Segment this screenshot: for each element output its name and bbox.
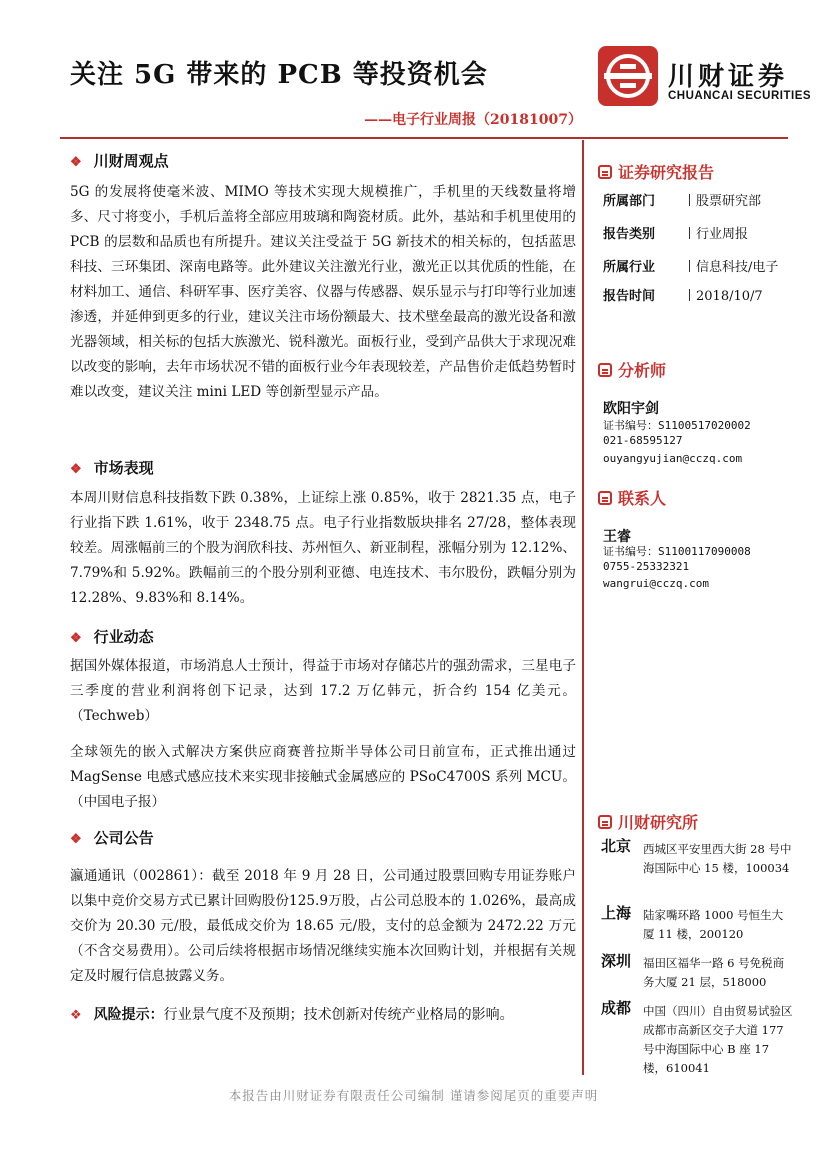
info-row-category: 报告类别 行业周报 (603, 227, 749, 242)
risk-note: ❖ 风险提示：行业景气度不及预期；技术创新对传统产业格局的影响。 (70, 1007, 514, 1023)
info-row-department: 所属部门 股票研究部 (603, 194, 762, 209)
office-city-beijing: 北京 (601, 837, 632, 855)
contact-email[interactable]: wangrui@cczq.com (603, 577, 709, 590)
office-address-beijing: 西城区平安里西大街 28 号中海国际中心 15 楼，100034 (643, 842, 792, 875)
industry-paragraph-2: 全球领先的嵌入式解决方案供应商赛普拉斯半导体公司日前宣布，正式推出通过 MagSense 电感式感应技术来实现非接触式金属感应的 PSoC4700S 系列 MCU。（中国电子报） (70, 744, 576, 810)
office-city-shenzhen: 深圳 (601, 952, 632, 970)
office-address-chengdu: 中国（四川）自由贸易试验区成都市高新区交子大道 177 号中海国际中心 B 座 17 楼，610041 (643, 1004, 793, 1075)
brand-name-en: CHUANCAI SECURITIES (668, 90, 812, 102)
contact-cert: 证书编号：S1100117090008 (603, 545, 751, 558)
diamond-bullet-icon: ❖ (70, 155, 82, 170)
info-row-industry: 所属行业 信息科技/电子 (603, 260, 779, 275)
office-city-chengdu: 成都 (601, 999, 632, 1017)
contact-heading: 联系人 (598, 486, 666, 509)
analyst-phone: 021-68595127 (603, 434, 683, 447)
section-heading-industry: ❖ 行业动态 (70, 628, 154, 646)
chuancai-logo-icon (598, 46, 658, 106)
contact-phone: 0755-25332321 (603, 560, 690, 573)
institute-heading: 川财研究所 (598, 810, 698, 833)
section-heading-view: ❖ 川财周观点 (70, 152, 169, 170)
footer-disclaimer: 本报告由川财证券有限责任公司编制 谨请参阅尾页的重要声明 (228, 1088, 599, 1103)
page-title: 关注 5G 带来的 PCB 等投资机会 (70, 60, 488, 90)
section-heading-market: ❖ 市场表现 (70, 459, 154, 477)
office-address-shanghai: 陆家嘴环路 1000 号恒生大厦 11 楼，200120 (643, 908, 784, 941)
market-paragraph: 本周川财信息科技指数下跌 0.38%，上证综上涨 0.85%，收于 2821.35 点，电子行业指下跌 1.61%，收于 2348.75 点。电子行业指数版块排名 27/28，整体表现较差。周涨幅前三的个股为润欣科技、苏州恒久、新亚制程，涨幅分别为 12.12%、7.79%和 5.92%。跌幅前三的个股分别利亚德、电连技术、韦尔股份，跌幅分别为 12.28%、9.83%和 8.14%。 (70, 490, 576, 606)
report-heading: 证券研究报告 (598, 160, 714, 183)
analyst-heading: 分析师 (598, 358, 666, 381)
office-address-shenzhen: 福田区福华一路 6 号免税商务大厦 21 层，518000 (643, 956, 785, 989)
brand-name-cn: 川财证券 (668, 62, 789, 92)
diamond-bullet-icon: ❖ (70, 631, 82, 646)
section-heading-company: ❖ 公司公告 (70, 829, 154, 847)
contact-name: 王睿 (603, 529, 631, 545)
document-icon (598, 165, 612, 179)
sidebar-divider (582, 140, 584, 1075)
analyst-name: 欧阳宇剑 (603, 401, 659, 417)
diamond-bullet-icon: ❖ (70, 462, 82, 477)
document-icon (598, 363, 612, 377)
diamond-bullet-icon: ❖ (70, 1008, 82, 1023)
document-icon (598, 491, 612, 505)
header-divider (60, 137, 788, 139)
diamond-bullet-icon: ❖ (70, 832, 82, 847)
office-city-shanghai: 上海 (601, 904, 632, 922)
industry-paragraph-1: 据国外媒体报道，市场消息人士预计，得益于市场对存储芯片的强劲需求，三星电子三季度的营业利润将创下记录，达到 17.2 万亿韩元，折合约 154 亿美元。（Techweb） (70, 658, 576, 724)
view-paragraph: 5G 的发展将使毫米波、MIMO 等技术实现大规模推广，手机里的天线数量将增多、尺寸将变小，手机后盖将全部应用玻璃和陶瓷材质。此外，基站和手机里使用的 PCB 的层数和品质也有所提升。建议关注受益于 5G 新技术的相关标的，包括蓝思科技、三环集团、深南电路等。此外建议关注激光行业，激光正以其优质的性能，在材料加工、通信、科研军事、医疗美容、仪器与传感器、娱乐显示与打印等行业加速渗透，并延伸到更多的行业，建议关注市场份额最大、技术壁垒最高的激光设备和激光器领域，相关标的包括大族激光、锐科激光。面板行业，受到产品供大于求现况难以改变的影响，去年市场状况不错的面板行业今年表现较差，产品售价走低趋势暂时难以改变，建议关注 mini LED 等创新型显示产品。 (70, 184, 576, 400)
report-subtitle: ——电子行业周报（20181007） (364, 112, 582, 128)
analyst-cert: 证书编号：S1100517020002 (603, 419, 751, 432)
company-paragraph: 瀛通通讯（002861）：截至 2018 年 9 月 28 日，公司通过股票回购专用证券账户以集中竞价交易方式已累计回购股份125.9万股，占公司总股本的 1.026%，最高成交价为 20.30 元/股，最低成交价为 18.65 元/股，支付的总金额为 2472.22 万元（不含交易费用）。公司后续将根据市场情况继续实施本次回购计划，并根据有关规定及时履行信息披露义务。 (70, 868, 576, 984)
info-row-date: 报告时间 2018/10/7 (603, 289, 763, 304)
analyst-email[interactable]: ouyangyujian@cczq.com (603, 452, 743, 465)
document-icon (598, 815, 612, 829)
